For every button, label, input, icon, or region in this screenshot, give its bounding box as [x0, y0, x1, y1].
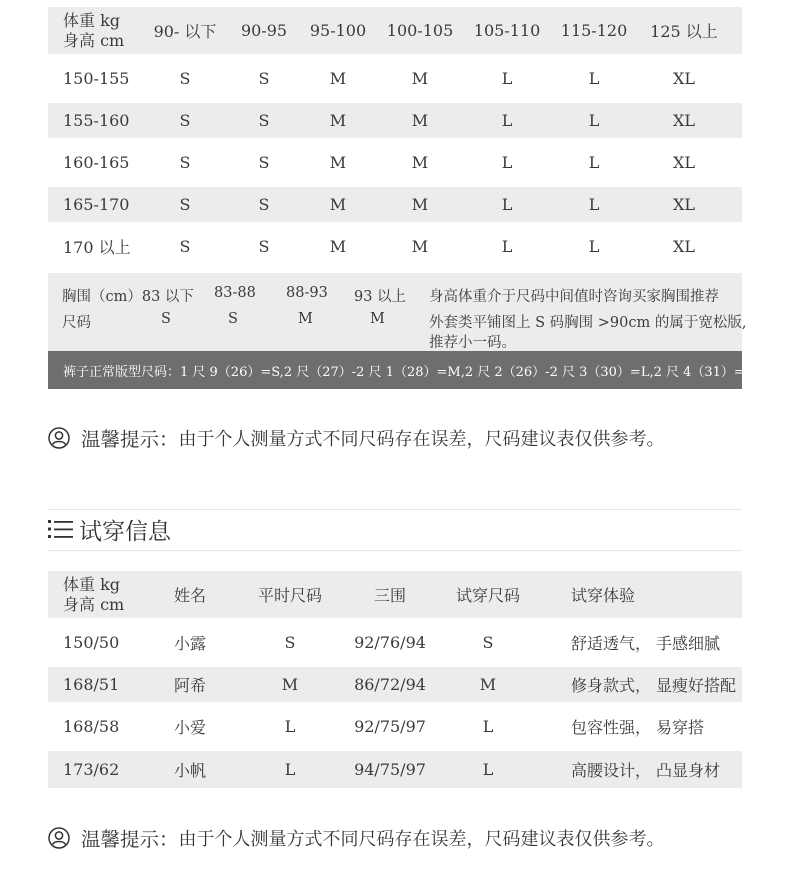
size-cell: L [501, 195, 513, 214]
weight-col-header: 115-120 [560, 21, 628, 40]
usual-size-cell: M [281, 675, 299, 694]
size-cell: S [258, 69, 270, 88]
size-cell: S [179, 111, 191, 130]
size-table-row [48, 138, 742, 187]
tryon-row [48, 751, 742, 788]
tried-size-header: 试穿尺码 [455, 586, 521, 605]
weight-col-header: 90-95 [240, 21, 288, 40]
experience-part1: 修身款式， [571, 676, 652, 695]
hw-cell: 173/62 [63, 760, 120, 779]
size-cell: M [329, 153, 347, 172]
size-cell: L [501, 237, 513, 256]
height-header: 身高 cm [63, 594, 125, 614]
height-range: 170 以上 [63, 238, 131, 257]
size-cell: L [588, 153, 600, 172]
tryon-title: 试穿信息 [79, 518, 171, 545]
usual-size-header: 平时尺码 [257, 586, 323, 605]
weight-col-header: 100-105 [386, 21, 454, 40]
weight-header: 体重 kg [63, 10, 121, 30]
tried-size-cell: L [482, 717, 494, 736]
experience-part2: 显瘦好搭配 [656, 676, 737, 695]
chest-note: 身高体重介于尺码中间值时咨询买家胸围推荐 [429, 289, 719, 305]
size-cell: M [329, 111, 347, 130]
size-cell: L [588, 237, 600, 256]
experience-part1: 高腰设计， [571, 761, 652, 780]
size-cell: S [179, 237, 191, 256]
usual-size-cell: S [284, 633, 296, 652]
tryon-row [48, 702, 742, 751]
chest-size-label: 尺码 [62, 315, 91, 331]
size-table-corner [63, 7, 124, 54]
tryon-row [48, 667, 742, 702]
size-table-row [48, 187, 742, 222]
size-cell: S [179, 195, 191, 214]
chest-note: 推荐小一码。 [429, 335, 516, 351]
size-cell: L [588, 195, 600, 214]
tip-text: 由于个人测量方式不同尺码存在误差，尺码建议表仅供参考。 [178, 429, 665, 450]
tip-label: 温馨提示： [81, 428, 179, 451]
size-table-row [48, 103, 742, 138]
chest-range: 83-88 [214, 285, 256, 301]
weight-header: 体重 kg [63, 574, 121, 594]
experience-part1: 包容性强， [571, 718, 652, 737]
tip-label: 温馨提示： [81, 828, 179, 851]
weight-col-header: 105-110 [473, 21, 541, 40]
size-cell: M [411, 195, 429, 214]
size-cell: S [258, 153, 270, 172]
size-cell: M [411, 111, 429, 130]
divider [48, 509, 742, 510]
name-cell: 小帆 [174, 761, 207, 780]
tryon-table-header [48, 571, 742, 618]
divider [48, 550, 742, 551]
experience-part2: 手感细腻 [656, 634, 721, 653]
size-cell: S [258, 195, 270, 214]
size-cell: L [501, 153, 513, 172]
tryon-hw-header [63, 571, 124, 618]
chest-size: M [370, 311, 385, 327]
measurements-cell: 94/75/97 [354, 760, 426, 779]
height-range: 155-160 [63, 111, 130, 130]
chest-size-table [48, 273, 747, 351]
size-cell: M [329, 237, 347, 256]
list-icon [48, 518, 73, 540]
tip-text: 由于个人测量方式不同尺码存在误差，尺码建议表仅供参考。 [178, 829, 665, 850]
chest-size: S [228, 311, 238, 327]
weight-col-header: 90- 以下 [153, 22, 217, 41]
size-cell: M [411, 153, 429, 172]
name-cell: 小露 [174, 634, 207, 653]
tried-size-cell: S [482, 633, 494, 652]
size-cell: XL [672, 111, 696, 130]
size-table-header [48, 7, 742, 54]
experience-part2: 凸显身材 [656, 761, 721, 780]
experience-part2: 易穿搭 [656, 718, 705, 737]
chest-note: 外套类平铺图上 S 码胸围 >90cm 的属于宽松版, [429, 315, 747, 331]
name-cell: 阿希 [174, 676, 207, 695]
section-title [48, 514, 171, 544]
measurements-cell: 92/76/94 [354, 633, 426, 652]
name-cell: 小爱 [174, 718, 207, 737]
size-cell: L [501, 111, 513, 130]
size-cell: L [588, 111, 600, 130]
size-table-row [48, 222, 742, 271]
height-range: 160-165 [63, 153, 130, 172]
size-table-row [48, 54, 742, 103]
tried-size-cell: L [482, 760, 494, 779]
size-cell: S [258, 237, 270, 256]
tryon-row [48, 618, 742, 667]
hw-cell: 150/50 [63, 633, 120, 652]
size-cell: L [501, 69, 513, 88]
size-cell: S [179, 69, 191, 88]
usual-size-cell: L [284, 717, 296, 736]
measurements-header: 三围 [373, 586, 407, 605]
pants-size-note: 裤子正常版型尺码：1 尺 9（26）=S,2 尺（27）-2 尺 1（28）=M,2 尺 2（26）-2 尺 3（30）=L,2 尺 4（31）=XL [48, 351, 742, 389]
size-cell: M [329, 195, 347, 214]
size-cell: M [411, 237, 429, 256]
size-cell: XL [672, 195, 696, 214]
weight-col-header: 125 以上 [650, 22, 718, 41]
chest-range: 88-93 [286, 285, 328, 301]
hw-cell: 168/58 [63, 717, 120, 736]
user-icon [48, 427, 70, 449]
chest-size: M [298, 311, 313, 327]
name-header: 姓名 [174, 586, 207, 605]
size-cell: L [588, 69, 600, 88]
weight-col-header: 95-100 [309, 21, 367, 40]
chest-label: 胸围（cm）83 以下 [62, 289, 194, 305]
experience-part1: 舒适透气， [571, 634, 652, 653]
chest-range: 93 以上 [354, 289, 407, 305]
chest-size: S [161, 311, 171, 327]
size-cell: S [258, 111, 270, 130]
size-cell: S [179, 153, 191, 172]
usual-size-cell: L [284, 760, 296, 779]
size-cell: XL [672, 153, 696, 172]
warm-tip [48, 825, 665, 851]
height-range: 165-170 [63, 195, 130, 214]
experience-header: 试穿体验 [571, 586, 636, 605]
measurements-cell: 92/75/97 [354, 717, 426, 736]
height-range: 150-155 [63, 69, 130, 88]
height-header: 身高 cm [63, 30, 125, 50]
size-cell: XL [672, 69, 696, 88]
hw-cell: 168/51 [63, 675, 120, 694]
tried-size-cell: M [479, 675, 497, 694]
size-cell: XL [672, 237, 696, 256]
measurements-cell: 86/72/94 [354, 675, 426, 694]
size-cell: M [329, 69, 347, 88]
warm-tip [48, 425, 665, 451]
user-icon [48, 827, 70, 849]
size-cell: M [411, 69, 429, 88]
